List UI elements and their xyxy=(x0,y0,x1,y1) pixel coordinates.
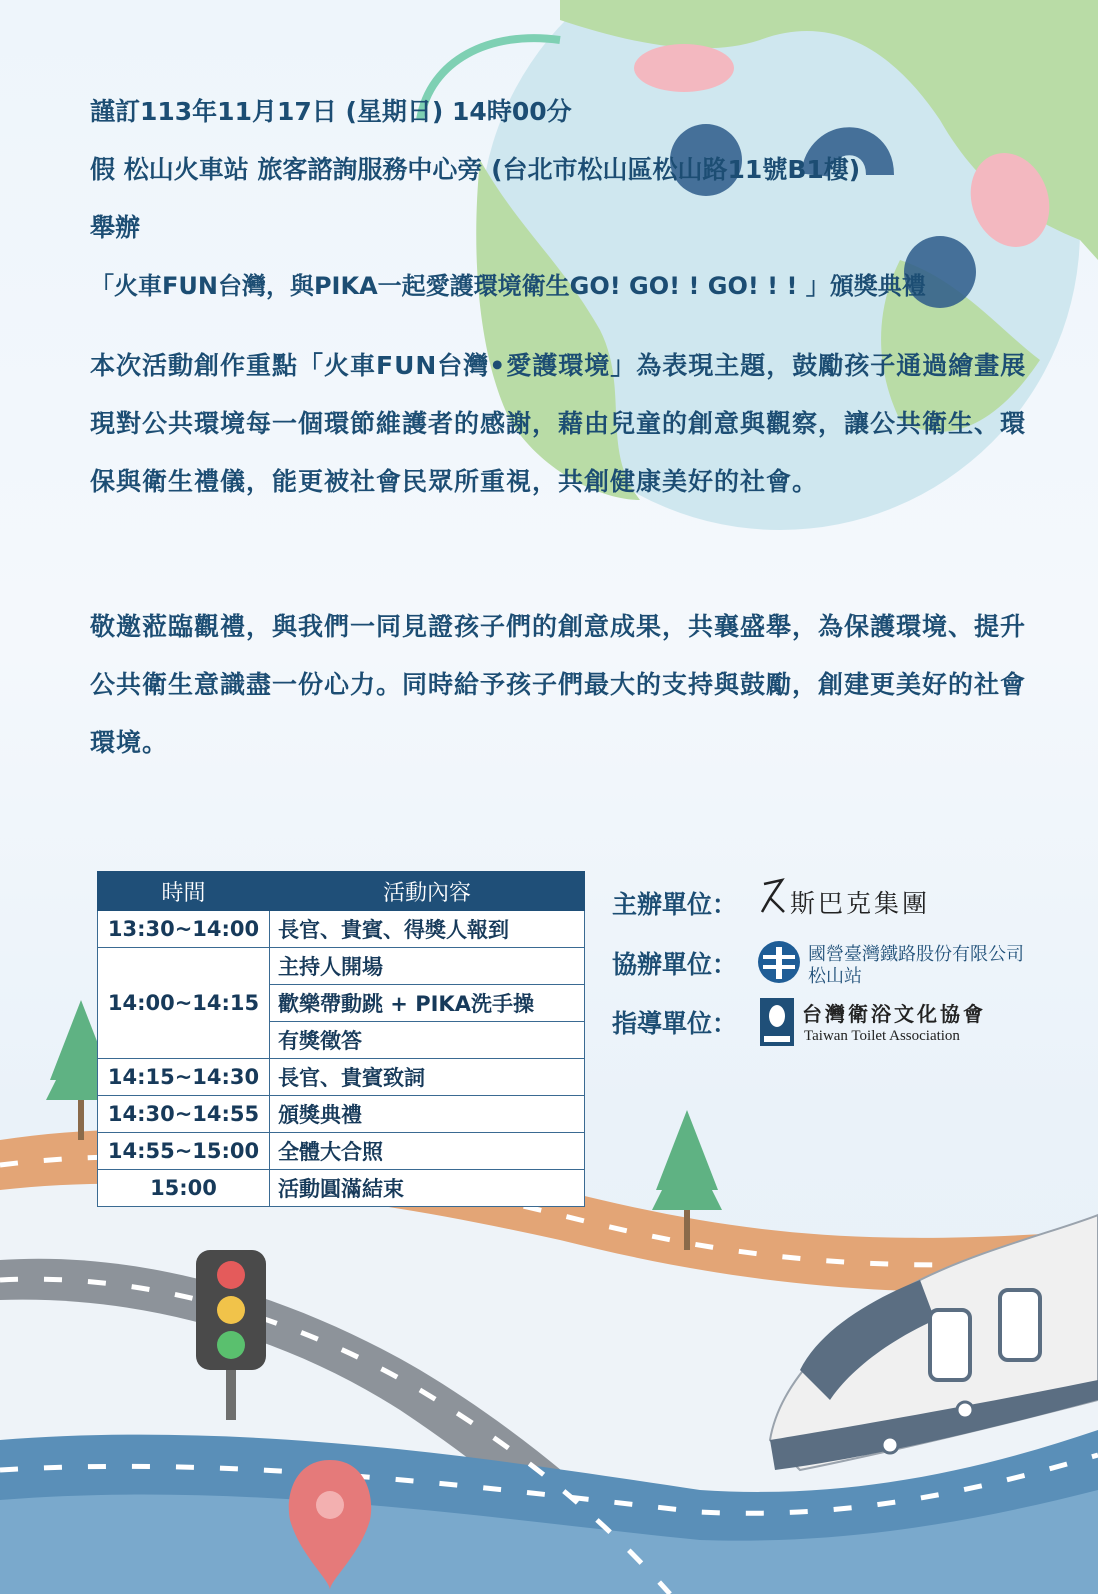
col-header-content: 活動內容 xyxy=(270,872,585,911)
railway-logo-icon xyxy=(756,939,802,985)
toilet-association-logo-icon xyxy=(760,998,794,1046)
table-row xyxy=(98,1096,585,1133)
schedule-table xyxy=(97,871,585,1207)
content-cell: 頒獎典禮 xyxy=(270,1096,585,1133)
event-title: 「火車FUN台灣，與PIKA一起愛護環境衛生GO! GO! ! GO! ! ! 」頒獎典禮 xyxy=(90,272,926,300)
content-cell: 主持人開場 xyxy=(270,948,585,985)
host-logo-icon xyxy=(760,878,786,916)
hold-line: 舉辦 xyxy=(90,213,141,242)
time-cell: 14:55~15:00 xyxy=(98,1133,270,1170)
content-cell: 長官、貴賓、得獎人報到 xyxy=(270,911,585,948)
time-cell: 14:30~14:55 xyxy=(98,1096,270,1133)
date-line: 謹訂113年11月17日 (星期日) 14時00分 xyxy=(90,97,572,126)
venue-line: 假 松山火車站 旅客諮詢服務中心旁 (台北市松山區松山路11號B1樓) xyxy=(90,155,861,184)
table-header-row xyxy=(98,872,585,911)
time-cell: 13:30~14:00 xyxy=(98,911,270,948)
co-organizer-label: 協辦單位： xyxy=(612,950,738,979)
guide-name-zh: 台灣衛浴文化協會 xyxy=(802,1002,986,1026)
guide-name-en: Taiwan Toilet Association xyxy=(804,1028,960,1044)
content-cell: 歡樂帶動跳 + PIKA洗手操 xyxy=(270,985,585,1022)
content-cell: 活動圓滿結束 xyxy=(270,1170,585,1207)
time-cell: 14:15~14:30 xyxy=(98,1059,270,1096)
table-row xyxy=(98,1133,585,1170)
guide-label: 指導單位： xyxy=(612,1009,738,1038)
invitation-paragraph: 敬邀蒞臨觀禮，與我們一同見證孩子們的創意成果，共襄盛舉，為保護環境、提升公共衛生意識盡一份心力。同時給予孩子們最大的支持與鼓勵，創建更美好的社會環境。 xyxy=(90,612,1027,757)
time-cell: 14:00~14:15 xyxy=(98,948,270,1059)
table-row xyxy=(98,1059,585,1096)
description-paragraph: 本次活動創作重點「火車FUN台灣•愛護環境」為表現主題，鼓勵孩子通過繪畫展現對公共環境每一個環節維護者的感謝，藉由兒童的創意與觀察，讓公共衛生、環保與衛生禮儀，能更被社會民眾所重視，共創健康美好的社會。 xyxy=(90,351,1027,496)
table-row xyxy=(98,948,585,985)
content-cell: 全體大合照 xyxy=(270,1133,585,1170)
time-cell: 15:00 xyxy=(98,1170,270,1207)
table-row xyxy=(98,911,585,948)
co-organizer-station: 松山站 xyxy=(808,966,862,987)
col-header-time: 時間 xyxy=(98,872,270,911)
host-name: 斯巴克集團 xyxy=(790,889,931,918)
table-row xyxy=(98,1170,585,1207)
co-organizer-name: 國營臺灣鐵路股份有限公司 xyxy=(808,944,1024,965)
content-cell: 長官、貴賓致詞 xyxy=(270,1059,585,1096)
content-cell: 有獎徵答 xyxy=(270,1022,585,1059)
host-label: 主辦單位： xyxy=(612,890,738,919)
